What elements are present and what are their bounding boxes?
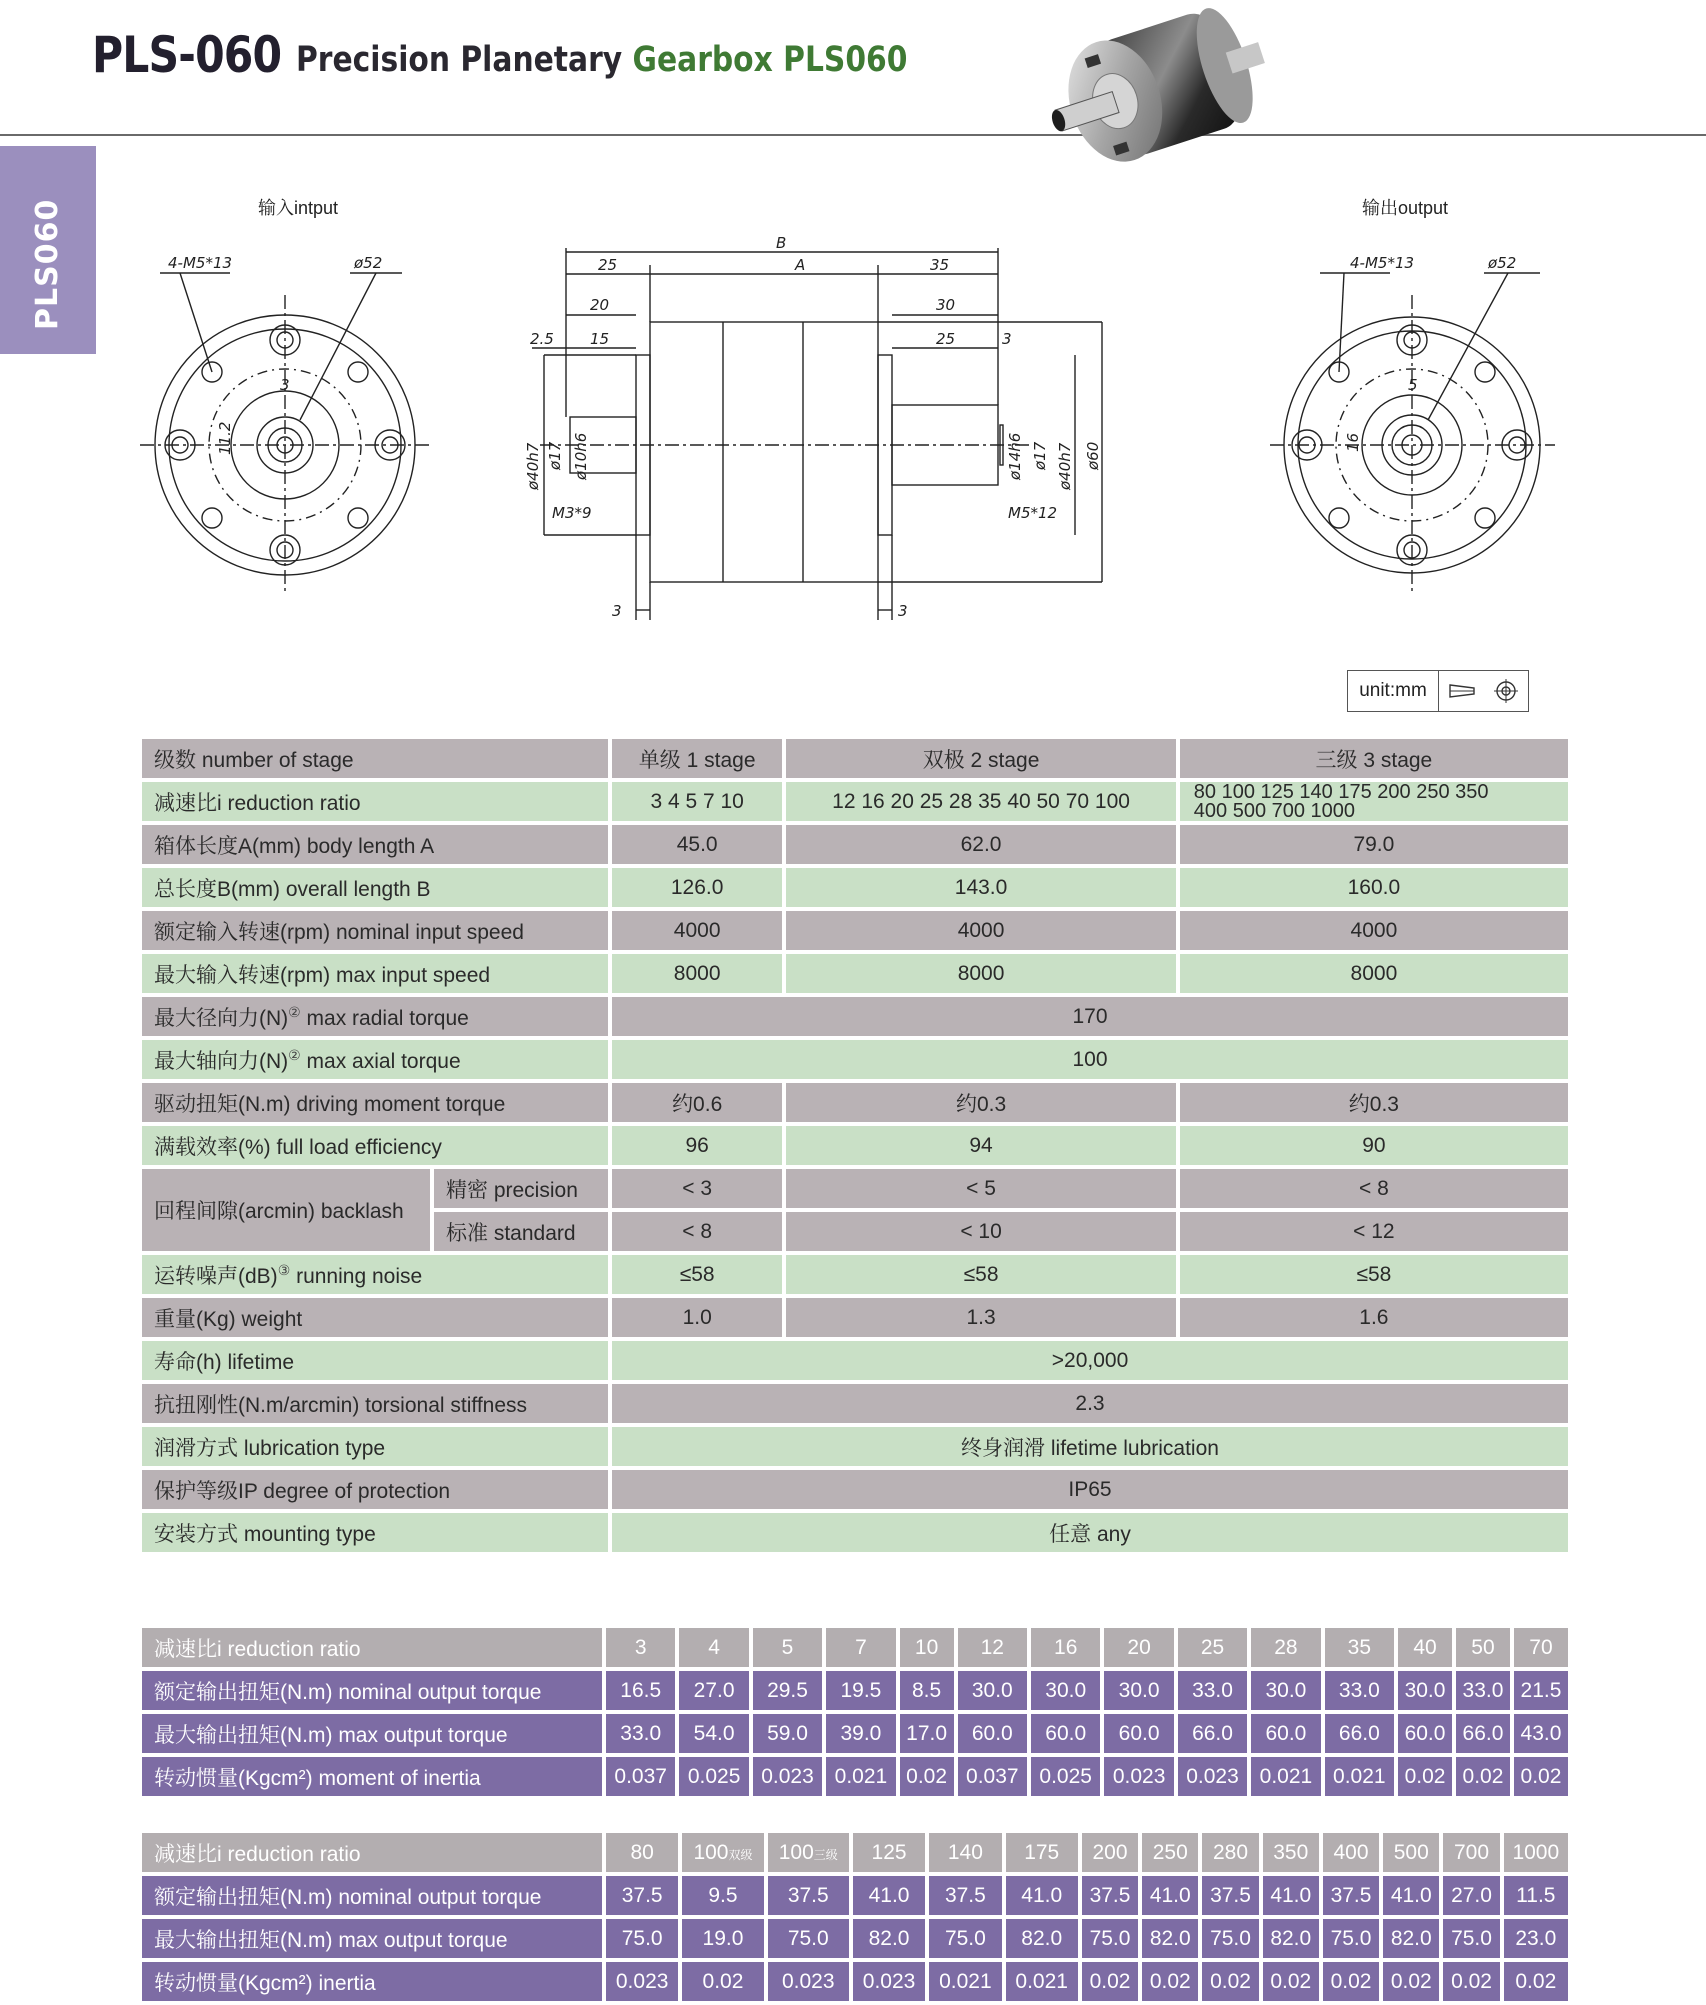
spec-value: 3 4 5 7 10 bbox=[612, 782, 782, 821]
ratio-cell: 175 bbox=[1006, 1833, 1078, 1872]
spec-row-noise bbox=[142, 1255, 1568, 1294]
spec-label bbox=[142, 1040, 608, 1079]
nominal-torque-cell: 27.0 bbox=[1443, 1876, 1499, 1915]
spec-value: 1.6 bbox=[1180, 1298, 1568, 1337]
dim-20: 20 bbox=[590, 296, 610, 314]
ratio-label: 减速比i reduction ratio bbox=[142, 1628, 602, 1667]
inertia-cell: 0.025 bbox=[679, 1757, 748, 1796]
spec-value: 96 bbox=[612, 1126, 782, 1165]
inertia-cell: 0.023 bbox=[1178, 1757, 1247, 1796]
dim-phi17-input: ø17 bbox=[546, 441, 564, 470]
ratio-line-1: 80 100 125 140 175 200 250 350 bbox=[1193, 780, 1489, 803]
ratio-cell: 80 bbox=[606, 1833, 678, 1872]
spec-value: 160.0 bbox=[1180, 868, 1568, 907]
spec-value: 143.0 bbox=[786, 868, 1175, 907]
ratio-label: 减速比i reduction ratio bbox=[142, 1833, 602, 1872]
spec-value: 1.0 bbox=[612, 1298, 782, 1337]
spec-value: 单级 1 stage bbox=[612, 739, 782, 778]
dim-25-output: 25 bbox=[936, 330, 956, 348]
dim-A: A bbox=[795, 256, 806, 274]
nominal-torque-cell: 19.5 bbox=[826, 1671, 895, 1710]
nominal-torque-cell: 11.5 bbox=[1504, 1876, 1568, 1915]
inertia-label: 转动惯量(Kgcm²) moment of inertia bbox=[142, 1757, 602, 1796]
inertia-cell: 0.023 bbox=[606, 1962, 678, 2001]
inertia-cell: 0.02 bbox=[1398, 1757, 1452, 1796]
nominal-torque-cell: 30.0 bbox=[1031, 1671, 1100, 1710]
max-torque-cell: 82.0 bbox=[1383, 1919, 1439, 1958]
nominal-torque-label: 额定输出扭矩(N.m) nominal output torque bbox=[142, 1876, 602, 1915]
inertia-cell: 0.02 bbox=[1082, 1962, 1138, 2001]
unit-box bbox=[1347, 670, 1529, 712]
max-torque-cell: 66.0 bbox=[1456, 1714, 1510, 1753]
ratio-row bbox=[142, 1628, 1568, 1667]
nominal-torque-cell: 30.0 bbox=[958, 1671, 1027, 1710]
nominal-torque-cell: 41.0 bbox=[1142, 1876, 1198, 1915]
nominal-torque-cell: 37.5 bbox=[1202, 1876, 1258, 1915]
ratio-cell: 28 bbox=[1251, 1628, 1320, 1667]
max-torque-cell: 75.0 bbox=[768, 1919, 849, 1958]
spec-value: 100 bbox=[612, 1040, 1568, 1079]
output-holes-dim: 4-M5*13 bbox=[1350, 254, 1415, 272]
max-torque-cell: 59.0 bbox=[753, 1714, 822, 1753]
max-torque-label: 最大输出扭矩(N.m) max output torque bbox=[142, 1919, 602, 1958]
spec-row-weight bbox=[142, 1298, 1568, 1337]
ratio-cell: 10 bbox=[900, 1628, 954, 1667]
spec-value: 终身润滑 lifetime lubrication bbox=[612, 1427, 1568, 1466]
ratio-cell: 50 bbox=[1456, 1628, 1510, 1667]
max-torque-row bbox=[142, 1919, 1568, 1958]
spec-value: 任意 any bbox=[612, 1513, 1568, 1552]
spec-value: 45.0 bbox=[612, 825, 782, 864]
ratio-cell: 16 bbox=[1031, 1628, 1100, 1667]
spec-label: 回程间隙(arcmin) backlash bbox=[142, 1169, 430, 1251]
inertia-cell: 0.02 bbox=[1504, 1962, 1568, 2001]
stage-tag: 三级 bbox=[813, 1847, 838, 1862]
dim-m5: M5*12 bbox=[1008, 504, 1058, 522]
spec-value: < 8 bbox=[612, 1212, 782, 1251]
nominal-torque-cell: 30.0 bbox=[1104, 1671, 1173, 1710]
ratio-line-2: 400 500 700 1000 bbox=[1193, 799, 1356, 822]
spec-value: 8000 bbox=[612, 954, 782, 993]
max-torque-cell: 82.0 bbox=[1006, 1919, 1078, 1958]
spec-row bbox=[142, 911, 1568, 950]
nominal-torque-cell: 33.0 bbox=[1178, 1671, 1247, 1710]
dim-B: B bbox=[776, 234, 787, 252]
dimension-drawing bbox=[140, 190, 1580, 630]
spec-row bbox=[142, 1427, 1568, 1466]
projection-trapezoid-icon bbox=[1447, 680, 1477, 702]
max-torque-cell: 43.0 bbox=[1514, 1714, 1568, 1753]
product-title bbox=[296, 40, 907, 80]
spec-value: 90 bbox=[1180, 1126, 1568, 1165]
dim-25: 25 bbox=[598, 256, 618, 274]
nominal-torque-cell: 21.5 bbox=[1514, 1671, 1568, 1710]
nominal-torque-cell: 41.0 bbox=[1383, 1876, 1439, 1915]
inertia-cell: 0.02 bbox=[900, 1757, 954, 1796]
inertia-cell: 0.021 bbox=[1251, 1757, 1320, 1796]
spec-row bbox=[142, 1341, 1568, 1380]
spec-label: 保护等级IP degree of protection bbox=[142, 1470, 608, 1509]
spec-row-stage bbox=[142, 739, 1568, 778]
spec-row-ratio bbox=[142, 782, 1568, 821]
input-pcd-dim: ø52 bbox=[354, 254, 383, 272]
projection-circle-icon bbox=[1492, 678, 1520, 704]
dim-phi60: ø60 bbox=[1084, 441, 1102, 470]
nominal-torque-cell: 33.0 bbox=[1325, 1671, 1394, 1710]
footnote-mark: ③ bbox=[277, 1261, 291, 1278]
inertia-cell: 0.021 bbox=[1006, 1962, 1078, 2001]
max-torque-cell: 17.0 bbox=[900, 1714, 954, 1753]
side-view bbox=[524, 234, 1102, 620]
spec-value: ≤58 bbox=[1180, 1255, 1568, 1294]
spec-value: 79.0 bbox=[1180, 825, 1568, 864]
input-keyway-dim: 3 bbox=[280, 376, 290, 394]
dim-3-output: 3 bbox=[1002, 330, 1012, 348]
spec-label-en: max axial torque bbox=[300, 1049, 461, 1073]
output-height-dim: 16 bbox=[1344, 432, 1362, 452]
spec-value: 62.0 bbox=[786, 825, 1175, 864]
spec-value: 12 16 20 25 28 35 40 50 70 100 bbox=[786, 782, 1175, 821]
spec-label: 润滑方式 lubrication type bbox=[142, 1427, 608, 1466]
spec-label bbox=[142, 997, 608, 1036]
dim-phi14h6: ø14h6 bbox=[1006, 432, 1024, 480]
spec-row bbox=[142, 825, 1568, 864]
spec-value: < 12 bbox=[1180, 1212, 1568, 1251]
spec-row bbox=[142, 954, 1568, 993]
max-torque-cell: 82.0 bbox=[1263, 1919, 1319, 1958]
inertia-cell: 0.023 bbox=[768, 1962, 849, 2001]
gearbox-photo bbox=[1028, 8, 1278, 198]
max-torque-cell: 82.0 bbox=[1142, 1919, 1198, 1958]
footnote-mark: ② bbox=[288, 1003, 301, 1020]
spec-value: 4000 bbox=[612, 911, 782, 950]
nominal-torque-cell: 8.5 bbox=[900, 1671, 954, 1710]
max-torque-cell: 75.0 bbox=[929, 1919, 1001, 1958]
max-torque-cell: 39.0 bbox=[826, 1714, 895, 1753]
ratio-cell: 20 bbox=[1104, 1628, 1173, 1667]
ratio-cell: 500 bbox=[1383, 1833, 1439, 1872]
max-torque-cell: 23.0 bbox=[1504, 1919, 1568, 1958]
spec-value: 4000 bbox=[786, 911, 1175, 950]
ratio-value: 100 bbox=[778, 1840, 814, 1864]
max-torque-cell: 60.0 bbox=[958, 1714, 1027, 1753]
dim-30: 30 bbox=[936, 296, 956, 314]
max-torque-cell: 82.0 bbox=[853, 1919, 925, 1958]
spec-table bbox=[138, 735, 1572, 1556]
max-torque-cell: 75.0 bbox=[1443, 1919, 1499, 1958]
stage-tag: 双级 bbox=[728, 1847, 753, 1862]
spec-label: 额定输入转速(rpm) nominal input speed bbox=[142, 911, 608, 950]
max-torque-cell: 66.0 bbox=[1325, 1714, 1394, 1753]
spec-label: 寿命(h) lifetime bbox=[142, 1341, 608, 1380]
inertia-cell: 0.02 bbox=[682, 1962, 763, 2001]
nominal-torque-row bbox=[142, 1671, 1568, 1710]
max-torque-cell: 60.0 bbox=[1104, 1714, 1173, 1753]
product-title-dark: Precision Planetary bbox=[296, 40, 633, 80]
inertia-row bbox=[142, 1757, 1568, 1796]
max-torque-cell: 19.0 bbox=[682, 1919, 763, 1958]
spec-label: 驱动扭矩(N.m) driving moment torque bbox=[142, 1083, 608, 1122]
inertia-cell: 0.02 bbox=[1263, 1962, 1319, 2001]
ratio-cell: 3 bbox=[606, 1628, 675, 1667]
ratio-row bbox=[142, 1833, 1568, 1872]
ratio-cell: 250 bbox=[1142, 1833, 1198, 1872]
output-pcd-dim: ø52 bbox=[1488, 254, 1517, 272]
nominal-torque-cell: 16.5 bbox=[606, 1671, 675, 1710]
nominal-torque-cell: 30.0 bbox=[1251, 1671, 1320, 1710]
nominal-torque-cell: 37.5 bbox=[1323, 1876, 1379, 1915]
spec-label: 级数 number of stage bbox=[142, 739, 608, 778]
spec-label: 满载效率(%) full load efficiency bbox=[142, 1126, 608, 1165]
inertia-cell: 0.021 bbox=[929, 1962, 1001, 2001]
spec-sublabel: 精密 precision bbox=[434, 1169, 608, 1208]
spec-row bbox=[142, 868, 1568, 907]
max-torque-cell: 54.0 bbox=[679, 1714, 748, 1753]
ratio-cell: 12 bbox=[958, 1628, 1027, 1667]
spec-value: 4000 bbox=[1180, 911, 1568, 950]
spec-value bbox=[1180, 782, 1568, 821]
spec-row bbox=[142, 1083, 1568, 1122]
spec-value: IP65 bbox=[612, 1470, 1568, 1509]
inertia-cell: 0.02 bbox=[1443, 1962, 1499, 2001]
unit-label: unit:mm bbox=[1348, 671, 1439, 711]
input-label: 输入intput bbox=[258, 198, 339, 218]
nominal-torque-cell: 9.5 bbox=[682, 1876, 763, 1915]
dim-2-5: 2.5 bbox=[530, 330, 554, 348]
ratio-cell: 25 bbox=[1178, 1628, 1247, 1667]
max-torque-cell: 75.0 bbox=[1082, 1919, 1138, 1958]
inertia-cell: 0.02 bbox=[1383, 1962, 1439, 2001]
inertia-cell: 0.02 bbox=[1456, 1757, 1510, 1796]
inertia-cell: 0.02 bbox=[1142, 1962, 1198, 2001]
max-torque-cell: 75.0 bbox=[1202, 1919, 1258, 1958]
ratio-cell: 350 bbox=[1263, 1833, 1319, 1872]
dim-phi10h6: ø10h6 bbox=[572, 432, 590, 480]
spec-value: 126.0 bbox=[612, 868, 782, 907]
product-title-green: Gearbox PLS060 bbox=[632, 40, 908, 80]
ratio-cell: 1000 bbox=[1504, 1833, 1568, 1872]
dim-35: 35 bbox=[930, 256, 950, 274]
inertia-cell: 0.037 bbox=[958, 1757, 1027, 1796]
dim-15: 15 bbox=[590, 330, 610, 348]
inertia-cell: 0.02 bbox=[1323, 1962, 1379, 2001]
spec-label-en: max radial torque bbox=[300, 1006, 469, 1030]
max-torque-cell: 75.0 bbox=[606, 1919, 678, 1958]
output-label: 输出output bbox=[1362, 198, 1449, 218]
nominal-torque-cell: 41.0 bbox=[1006, 1876, 1078, 1915]
spec-value: 双极 2 stage bbox=[786, 739, 1175, 778]
spec-row bbox=[142, 1470, 1568, 1509]
spec-value: 约0.3 bbox=[1180, 1083, 1568, 1122]
ratio-cell: 280 bbox=[1202, 1833, 1258, 1872]
ratio-cell bbox=[768, 1833, 849, 1872]
projection-symbols bbox=[1439, 678, 1528, 704]
inertia-row bbox=[142, 1962, 1568, 2001]
spec-row bbox=[142, 1513, 1568, 1552]
ratio-cell: 125 bbox=[853, 1833, 925, 1872]
inertia-cell: 0.021 bbox=[1325, 1757, 1394, 1796]
spec-value: 2.3 bbox=[612, 1384, 1568, 1423]
spec-value: 约0.6 bbox=[612, 1083, 782, 1122]
spec-row bbox=[142, 1384, 1568, 1423]
header-divider bbox=[0, 134, 1706, 136]
inertia-cell: 0.02 bbox=[1202, 1962, 1258, 2001]
inertia-cell: 0.021 bbox=[826, 1757, 895, 1796]
inertia-label: 转动惯量(Kgcm²) inertia bbox=[142, 1962, 602, 2001]
inertia-cell: 0.023 bbox=[1104, 1757, 1173, 1796]
spec-value: 1.3 bbox=[786, 1298, 1175, 1337]
max-torque-cell: 33.0 bbox=[606, 1714, 675, 1753]
nominal-torque-cell: 29.5 bbox=[753, 1671, 822, 1710]
dim-phi40h7-input: ø40h7 bbox=[524, 442, 542, 490]
inertia-cell: 0.02 bbox=[1514, 1757, 1568, 1796]
spec-value: < 3 bbox=[612, 1169, 782, 1208]
spec-value: 170 bbox=[612, 997, 1568, 1036]
spec-value: 94 bbox=[786, 1126, 1175, 1165]
dim-3-input-flange: 3 bbox=[612, 602, 622, 620]
spec-label-cn: 运转噪声(dB) bbox=[154, 1264, 278, 1288]
dim-phi17-output: ø17 bbox=[1031, 441, 1049, 470]
spec-sublabel: 标准 standard bbox=[434, 1212, 608, 1251]
dim-3-output-flange: 3 bbox=[898, 602, 908, 620]
ratio-cell: 4 bbox=[679, 1628, 748, 1667]
spec-label bbox=[142, 1255, 608, 1294]
max-torque-row bbox=[142, 1714, 1568, 1753]
spec-row-axial bbox=[142, 1040, 1568, 1079]
spec-label: 抗扭刚性(N.m/arcmin) torsional stiffness bbox=[142, 1384, 608, 1423]
spec-value: 8000 bbox=[786, 954, 1175, 993]
spec-value: 8000 bbox=[1180, 954, 1568, 993]
spec-value: 三级 3 stage bbox=[1180, 739, 1568, 778]
spec-label: 减速比i reduction ratio bbox=[142, 782, 608, 821]
input-holes-dim: 4-M5*13 bbox=[168, 254, 233, 272]
inertia-cell: 0.023 bbox=[853, 1962, 925, 2001]
nominal-torque-cell: 30.0 bbox=[1398, 1671, 1452, 1710]
ratio-table-1 bbox=[138, 1624, 1572, 1800]
max-torque-cell: 60.0 bbox=[1251, 1714, 1320, 1753]
input-height-dim: 11.2 bbox=[216, 421, 234, 455]
spec-value: < 8 bbox=[1180, 1169, 1568, 1208]
inertia-cell: 0.023 bbox=[753, 1757, 822, 1796]
nominal-torque-cell: 27.0 bbox=[679, 1671, 748, 1710]
spec-row-backlash-precision bbox=[142, 1169, 1568, 1208]
ratio-value: 100 bbox=[693, 1840, 729, 1864]
spec-row bbox=[142, 1126, 1568, 1165]
input-flange-view bbox=[140, 198, 430, 595]
spec-label-en: running noise bbox=[290, 1264, 423, 1288]
footnote-mark: ② bbox=[288, 1046, 301, 1063]
spec-value: 约0.3 bbox=[786, 1083, 1175, 1122]
spec-value: >20,000 bbox=[612, 1341, 1568, 1380]
nominal-torque-cell: 37.5 bbox=[768, 1876, 849, 1915]
spec-row-radial bbox=[142, 997, 1568, 1036]
page-header bbox=[0, 0, 1706, 136]
spec-label-cn: 最大径向力(N) bbox=[154, 1006, 289, 1030]
nominal-torque-cell: 37.5 bbox=[929, 1876, 1001, 1915]
dim-m3: M3*9 bbox=[552, 504, 592, 522]
max-torque-cell: 75.0 bbox=[1323, 1919, 1379, 1958]
ratio-cell: 200 bbox=[1082, 1833, 1138, 1872]
ratio-cell: 700 bbox=[1443, 1833, 1499, 1872]
model-title: PLS-060 bbox=[92, 26, 282, 84]
nominal-torque-row bbox=[142, 1876, 1568, 1915]
max-torque-cell: 60.0 bbox=[1398, 1714, 1452, 1753]
spec-value: < 10 bbox=[786, 1212, 1175, 1251]
ratio-cell: 7 bbox=[826, 1628, 895, 1667]
ratio-cell: 400 bbox=[1323, 1833, 1379, 1872]
ratio-cell: 40 bbox=[1398, 1628, 1452, 1667]
nominal-torque-cell: 37.5 bbox=[1082, 1876, 1138, 1915]
ratio-cell: 35 bbox=[1325, 1628, 1394, 1667]
inertia-cell: 0.025 bbox=[1031, 1757, 1100, 1796]
max-torque-label: 最大输出扭矩(N.m) max output torque bbox=[142, 1714, 602, 1753]
ratio-cell: 140 bbox=[929, 1833, 1001, 1872]
spec-label: 箱体长度A(mm) body length A bbox=[142, 825, 608, 864]
spec-value: < 5 bbox=[786, 1169, 1175, 1208]
inertia-cell: 0.037 bbox=[606, 1757, 675, 1796]
spec-label: 最大输入转速(rpm) max input speed bbox=[142, 954, 608, 993]
spec-label: 安装方式 mounting type bbox=[142, 1513, 608, 1552]
ratio-table-2 bbox=[138, 1829, 1572, 2005]
nominal-torque-cell: 37.5 bbox=[606, 1876, 678, 1915]
output-flange-view bbox=[1270, 198, 1555, 595]
nominal-torque-cell: 41.0 bbox=[1263, 1876, 1319, 1915]
nominal-torque-cell: 33.0 bbox=[1456, 1671, 1510, 1710]
max-torque-cell: 66.0 bbox=[1178, 1714, 1247, 1753]
max-torque-cell: 60.0 bbox=[1031, 1714, 1100, 1753]
dim-phi40h7-output: ø40h7 bbox=[1056, 442, 1074, 490]
nominal-torque-label: 额定输出扭矩(N.m) nominal output torque bbox=[142, 1671, 602, 1710]
ratio-cell: 5 bbox=[753, 1628, 822, 1667]
side-tab-label: PLS060 bbox=[30, 198, 65, 330]
nominal-torque-cell: 41.0 bbox=[853, 1876, 925, 1915]
spec-label: 总长度B(mm) overall length B bbox=[142, 868, 608, 907]
output-keyway-dim: 5 bbox=[1408, 376, 1418, 394]
spec-value: ≤58 bbox=[612, 1255, 782, 1294]
spec-label: 重量(Kg) weight bbox=[142, 1298, 608, 1337]
spec-value: ≤58 bbox=[786, 1255, 1175, 1294]
ratio-cell bbox=[682, 1833, 763, 1872]
ratio-cell: 70 bbox=[1514, 1628, 1568, 1667]
spec-label-cn: 最大轴向力(N) bbox=[154, 1049, 289, 1073]
